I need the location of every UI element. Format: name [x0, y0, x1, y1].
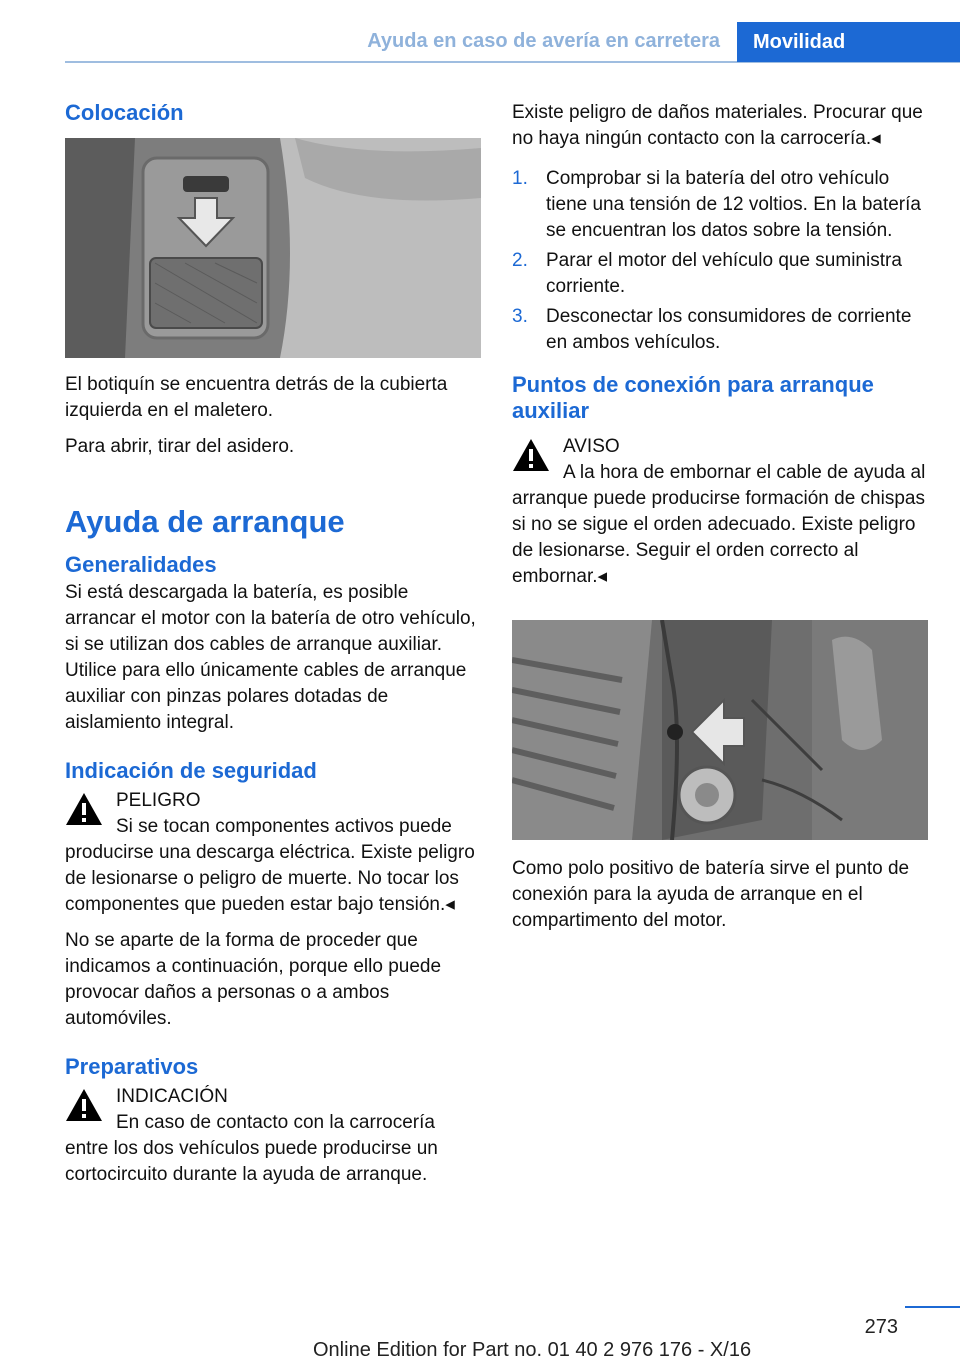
warning-text: Si se tocan componentes activos puede producirse una descarga eléctrica. Existe peligro de lesionarse o peligro de muerte. No tocar los componentes que pueden estar bajo tensión.◂	[65, 816, 475, 915]
list-item	[512, 248, 928, 300]
step-number: 3.	[512, 306, 528, 327]
paragraph-botiquin: El botiquín se encuentra detrás de la cubierta izquierda en el maletero.	[65, 374, 448, 421]
step-text: Parar el motor del vehículo que suministra corriente.	[546, 250, 902, 297]
list-item	[512, 304, 928, 356]
paragraph-abrir: Para abrir, tirar del asidero.	[65, 436, 295, 457]
step-number: 2.	[512, 250, 528, 271]
list-item	[512, 166, 928, 244]
warning-title: AVISO	[563, 436, 620, 457]
steps-list	[512, 166, 928, 356]
figure-engine-bay	[512, 620, 928, 840]
step-text: Desconectar los consumidores de corriente en ambos vehículos.	[546, 306, 912, 353]
header-tab-label: Movilidad	[753, 30, 846, 53]
warning-peligro	[65, 788, 481, 814]
figure-first-aid-kit	[65, 138, 481, 358]
warning-aviso	[512, 434, 928, 460]
heading-puntos-conexion: Puntos de conexión para arranque auxiliar	[512, 372, 874, 423]
paragraph-continuation: Existe peligro de daños materiales. Procurar que no haya ningún contacto con la carrocería.◂	[512, 102, 923, 149]
heading-preparativos: Preparativos	[65, 1054, 199, 1079]
paragraph-no-aparte: No se aparte de la forma de proceder que indicamos a continuación, porque ello puede provocar daños a personas o a ambos automóviles.	[65, 930, 442, 1029]
heading-ayuda-arranque: Ayuda de arranque	[65, 504, 345, 539]
step-text: Comprobar si la batería del otro vehículo tiene una tensión de 12 voltios. En la batería se encuentran los datos sobre la tensión.	[546, 168, 921, 241]
header-tab-movilidad	[737, 22, 960, 62]
step-number: 1.	[512, 168, 528, 189]
warning-text: A la hora de embornar el cable de ayuda al arranque puede producirse formación de chispas si no se sigue el orden adecuado. Existe peligro de lesionarse. Seguir el orden correcto al embornar.◂	[512, 462, 926, 587]
right-column	[512, 100, 928, 944]
paragraph-polo-positivo: Como polo positivo de batería sirve el punto de conexión para la ayuda de arranque en el compartimento del motor.	[512, 858, 910, 931]
warning-title: INDICACIÓN	[116, 1086, 228, 1107]
heading-generalidades: Generalidades	[65, 552, 217, 577]
header-section-title: Ayuda en caso de avería en carretera	[367, 30, 720, 52]
page-number: 273	[864, 1316, 898, 1338]
edition-line: Online Edition for Part no. 01 40 2 976 176 - X/16	[313, 1339, 752, 1361]
warning-triangle-icon	[65, 1088, 103, 1122]
warning-title: PELIGRO	[116, 790, 201, 811]
heading-indicacion-seguridad: Indicación de seguridad	[65, 758, 317, 783]
warning-indicacion	[65, 1084, 481, 1110]
warning-triangle-icon	[65, 792, 103, 826]
paragraph-generalidades: Si está descargada la batería, es posible arrancar el motor con la batería de otro vehículo, si se utilizan dos cables de arranque auxiliar. Utilice para ello únicamente cables de arranque auxiliar con pinzas polares dotadas de aislamiento integral.	[65, 582, 476, 733]
heading-colocacion: Colocación	[65, 100, 184, 125]
left-column	[65, 100, 481, 1198]
warning-text: En caso de contacto con la carrocería entre los dos vehículos puede producirse un cortocircuito durante la ayuda de arranque.	[65, 1112, 438, 1185]
warning-triangle-icon	[512, 438, 550, 472]
footer-rule	[905, 1306, 960, 1308]
